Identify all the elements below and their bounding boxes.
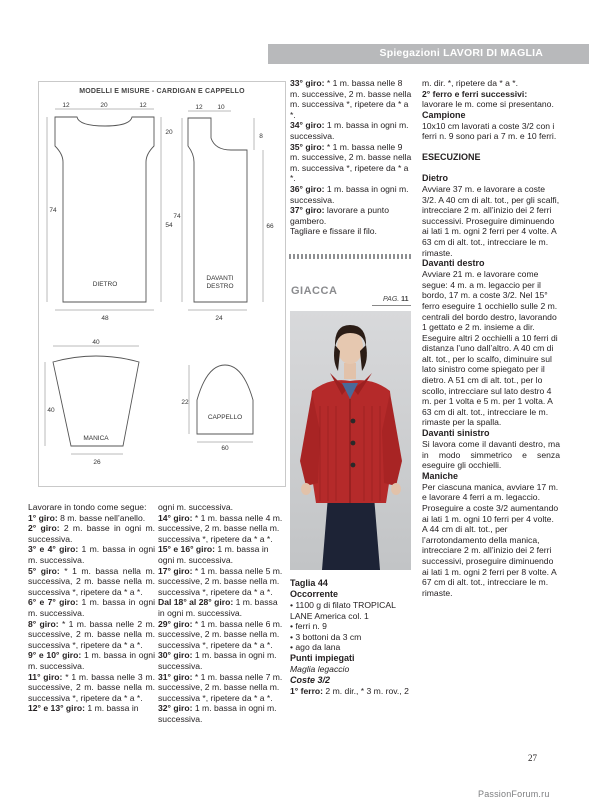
material-item: • 1100 g di filato TROPICAL LANE America col. 1 <box>290 600 396 621</box>
model-illustration <box>290 311 411 570</box>
row-instruction: 32° giro: 1 m. bassa in ogni m. successiva. <box>158 703 277 724</box>
front-height-dim: 74 <box>173 213 181 220</box>
row-instruction: Dal 18° al 28° giro: 1 m. bassa in ogni m. successiva. <box>158 597 278 618</box>
occorrente-heading: Occorrente <box>290 589 339 599</box>
dietro-text: Avviare 37 m. e lavorare a coste 3/2. A 40 cm di alt. tot., per gli scalfi, intrecciare 2 m. all’inizio dei 2 ferri successivi. Proseguire diminuendo ai lati 1 m. ogni 2 ferri per 4 volte. A 63 cm di alt. tot., intrecciare le m. rimaste. <box>422 183 560 258</box>
row-instruction: 35° giro: * 1 m. bassa nelle 9 m. successive, 2 m. basse nella m. successiva *, ripetere da * a *. <box>290 141 412 184</box>
jacket-photo <box>290 311 411 570</box>
sleeve-bottom-dim: 26 <box>93 459 101 466</box>
back-top-mid-dim: 20 <box>100 102 108 109</box>
row-instruction: 8° giro: * 1 m. bassa nelle 2 m. successive, 2 m. basse nella m. successiva *, ripetere da * a *. <box>28 618 155 650</box>
diagram-drawing <box>39 82 287 488</box>
row-instruction: 14° giro: * 1 m. bassa nelle 4 m. successive, 2 m. basse nella m. successiva *, ripetere da * a *. <box>158 512 283 544</box>
esecuzione-heading: ESECUZIONE <box>422 151 481 162</box>
dietro-heading: Dietro <box>422 172 449 183</box>
row-instruction: 11° giro: * 1 m. bassa nelle 3 m. successive, 2 m. basse nella m. successiva *, ripetere da * a *. <box>28 671 155 703</box>
sleeve-top-dim: 40 <box>92 339 100 346</box>
back-width-dim: 48 <box>101 315 109 322</box>
footer-watermark: PassionForum.ru <box>478 789 550 799</box>
hat-height-dim: 22 <box>181 399 189 406</box>
row-instruction: 9° e 10° giro: 1 m. bassa in ogni m. successiva. <box>28 650 155 671</box>
back-height-dim: 74 <box>49 207 57 214</box>
coste-row-2: 2° ferro e ferri successivi: lavorare le m. come si presentano. <box>422 88 554 110</box>
page-reference: PAG. 11 <box>383 296 409 303</box>
hat-label: CAPPELLO <box>207 414 243 421</box>
hat-closing: Tagliare e fissare il filo. <box>290 226 377 237</box>
row-instruction: 2° giro: 2 m. basse in ogni m. successiva. <box>28 523 155 544</box>
punti-heading: Punti impiegati <box>290 652 355 663</box>
hat-instructions-col-3 <box>290 78 412 237</box>
row-instruction: 34° giro: 1 m. bassa in ogni m. successiva. <box>290 120 409 141</box>
row-instruction: 37° giro: lavorare a punto gambero. <box>290 205 389 226</box>
maniche-heading: Maniche <box>422 470 459 481</box>
coste-row-1: 1° ferro: 2 m. dir., * 3 m. rov., 2 <box>290 685 409 696</box>
back-side-upper-dim: 20 <box>165 129 173 136</box>
material-item: • 3 bottoni da 3 cm <box>290 631 362 642</box>
davanti-destro-heading: Davanti destro <box>422 258 485 269</box>
davanti-sinistro-heading: Davanti sinistro <box>422 428 490 439</box>
front-side-dim: 66 <box>266 223 274 230</box>
size-label: Taglia 44 <box>290 578 328 588</box>
coste-continuation: m. dir. *, ripetere da * a *. <box>422 78 519 88</box>
sleeve-height-dim: 40 <box>47 407 55 414</box>
row-instruction: 3° e 4° giro: 1 m. bassa in ogni m. successiva. <box>28 544 156 565</box>
row-instruction: 29° giro: * 1 m. bassa nelle 6 m. successive, 2 m. basse nella m. successiva *, ripetere da * a *. <box>158 618 283 650</box>
front-neck-dim: 8 <box>259 133 263 140</box>
campione-heading: Campione <box>422 109 466 120</box>
diagram-title: MODELLI E MISURE - CARDIGAN E CAPPELLO <box>79 88 245 95</box>
campione-text: 10x10 cm lavorati a coste 3/2 con i ferri n. 9 sono pari a 7 m. e 10 ferri. <box>422 120 557 142</box>
jacket-materials <box>290 578 414 696</box>
giacca-title: GIACCA <box>291 285 338 297</box>
maniche-text: Per ciascuna manica, avviare 17 m. e lavorare 4 ferri a m. legaccio. Proseguire a coste 3/2 aumentando ai lati 1 m. ogni 10 ferri per 4 volte. A 44 cm di alt. tot., per l’arrotondamento della manica, intrecciare 2 m. all’inizio dei 2 ferri successivi, proseguire diminuendo ai lati 1 m. ogni 2 ferri per 8 volte. A 67 cm di alt. tot., intrecciare le m. rimaste. <box>422 481 559 598</box>
back-top-left-dim: 12 <box>62 102 70 109</box>
row-instruction: 6° e 7° giro: 1 m. bassa in ogni m. successiva. <box>28 597 156 618</box>
front-width-dim: 24 <box>215 315 223 322</box>
davanti-sinistro-text: Si lavora come il davanti destro, ma in modo simmetrico e senza eseguire gli occhielli. <box>422 439 560 471</box>
hat-outline <box>197 365 253 434</box>
row-instruction: 12° e 13° giro: 1 m. bassa in <box>28 703 139 714</box>
front-label-line-2: DESTRO <box>206 283 234 290</box>
section-divider <box>289 254 411 259</box>
row-instruction: 15° e 16° giro: 1 m. bassa in ogni m. successiva. <box>158 544 269 565</box>
material-item: • ferri n. 9 <box>290 621 327 632</box>
coste-heading: Coste 3/2 <box>290 674 331 685</box>
sleeve-label: MANICA <box>83 435 109 442</box>
row-instruction: 33° giro: * 1 m. bassa nelle 8 m. successive, 2 m. basse nella m. successiva *, ripetere da * a *. <box>290 78 412 120</box>
row-instruction: 1° giro: 8 m. basse nell’anello. <box>28 512 146 523</box>
hat-instructions-col-2 <box>158 502 284 724</box>
pattern-diagram <box>38 81 286 487</box>
row-instruction: 36° giro: 1 m. bassa in ogni m. successiva. <box>290 183 409 205</box>
punti-text: Maglia legaccio <box>290 663 350 674</box>
row-instruction: 17° giro: * 1 m. bassa nelle 5 m. successive, 2 m. basse nella m. successiva *, ripetere da * a *. <box>158 565 283 597</box>
back-top-right-dim: 12 <box>139 102 147 109</box>
row-instruction: 5° giro: * 1 m. bassa nella m. successiva, 2 m. basse nella m. successiva *, ripetere da * a *. <box>28 565 155 597</box>
sleeve-outline <box>53 356 139 446</box>
front-label-line-1: DAVANTI <box>206 275 234 282</box>
hat-width-dim: 60 <box>221 445 229 452</box>
header-title: Spiegazioni LAVORI DI MAGLIA <box>379 47 543 59</box>
material-item: • ago da lana <box>290 642 341 653</box>
davanti-destro-text: Avviare 21 m. e lavorare come segue: 4 m. a m. legaccio per il bordo, 17 m. a coste 3/2. Nel 15° ferro eseguire 1 occhiello sulle 2 m. centrali del bordo destro, lavorando 1 gettato e 2 m. insieme a dir. Eseguire altri 2 occhielli a 10 ferri di distanza l’uno dall’altro. A 40 cm di alt. tot., per lo scalfo, diminuire sul lato sinistro come spiegato per il dietro. A 51 cm di alt. tot., per lo scollo, intrecciare sul lato destro 4 m. per 1 volta e 5 m. per 1 volta. A 63 cm di alt. tot., intrecciare le m. rimaste per la spalla. <box>422 269 558 428</box>
back-label: DIETRO <box>92 281 118 288</box>
row-instruction: 31° giro: * 1 m. bassa nelle 7 m. successive, 2 m. basse nella m. successiva *, ripetere da * a *. <box>158 671 283 703</box>
row-instruction: 30° giro: 1 m. bassa in ogni m. successiva. <box>158 650 277 671</box>
front-top-left-dim: 12 <box>195 104 203 111</box>
page-reference-rule <box>372 305 411 306</box>
front-top-right-dim: 10 <box>217 104 225 111</box>
page-number: 27 <box>528 753 537 763</box>
hat-instructions-col-1 <box>28 502 155 714</box>
hat-intro: Lavorare in tondo come segue: <box>28 502 147 512</box>
jacket-instructions <box>422 78 560 598</box>
back-outline <box>55 117 154 302</box>
row-continuation: ogni m. successiva. <box>158 502 233 512</box>
back-side-lower-dim: 54 <box>165 222 173 229</box>
